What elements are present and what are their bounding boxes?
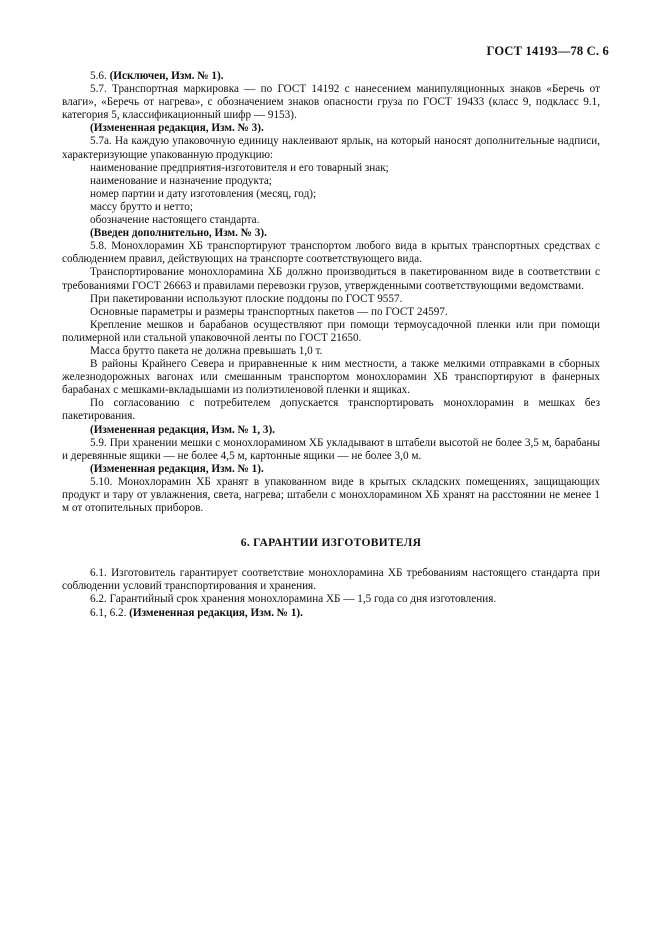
paragraph-text: На каждую упаковочную единицу наклеивают ярлык, на который наносят дополнительные надписи, характеризующие упакованную продукцию: <box>62 135 600 161</box>
paragraph-number: 5.10. <box>90 475 113 488</box>
paragraph-text: Крепление мешков и барабанов осуществляют при помощи термоусадочной пленки или при помощи полимерной или стальной упаковочной ленты по ГОСТ 21650. <box>62 318 600 344</box>
paragraph-number: 5.8. <box>90 240 107 253</box>
paragraph <box>62 188 600 201</box>
paragraph <box>62 437 600 463</box>
amendment-note: (Измененная редакция, Изм. № 3). <box>90 122 264 135</box>
paragraph <box>62 162 600 175</box>
paragraph <box>62 227 600 240</box>
paragraph-number: 5.9. <box>90 436 107 449</box>
paragraph-number: 6.1, 6.2. <box>90 606 127 619</box>
paragraph <box>62 319 600 345</box>
paragraph <box>62 293 600 306</box>
paragraph <box>62 240 600 266</box>
paragraph <box>62 424 600 437</box>
section-6-paragraphs <box>62 567 600 619</box>
paragraph-text: наименование предприятия-изготовителя и его товарный знак; <box>90 161 389 174</box>
page-header: ГОСТ 14193—78 С. 6 <box>486 44 609 58</box>
paragraph <box>62 463 600 476</box>
section-title: 6. ГАРАНТИИ ИЗГОТОВИТЕЛЯ <box>240 537 422 550</box>
paragraph <box>62 175 600 188</box>
paragraph-text: Монохлорамин ХБ хранят в упакованном виде в крытых складских помещениях, защищающих продукт и тару от увлажнения, света, нагрева; штабели с монохлорамином ХБ хранят на расстоянии не менее 1 м от отопительных приборов. <box>62 475 601 515</box>
paragraph-text: Транспортная маркировка — по ГОСТ 14192 с нанесением манипуляционных знаков «Беречь от влаги», «Беречь от нагрева», с обозначением знаков опасности груза по ГОСТ 19433 (класс 9, подкласс 9.1, категория 5, классификационный шифр — 9153). <box>62 83 601 122</box>
amendment-note: (Исключен, Изм. № 1). <box>109 70 224 82</box>
paragraph-text: Транспортирование монохлорамина ХБ должно производиться в пакетированном виде в соответствии с требованиями ГОСТ 26663 и правилами перевозки грузов, утвержденными соответствующими ведомствами. <box>62 266 600 292</box>
paragraph <box>62 345 600 358</box>
section-5-paragraphs <box>62 70 600 515</box>
paragraph-text: Монохлорамин ХБ транспортируют транспортом любого вида в крытых транспортных средствах с соблюдением правил, действующих на транспорте соответствующего вида. <box>62 240 600 266</box>
amendment-note: (Измененная редакция, Изм. № 1). <box>129 606 303 619</box>
paragraph <box>62 266 600 292</box>
paragraph <box>62 122 600 135</box>
paragraph <box>62 476 600 515</box>
paragraph <box>62 358 600 397</box>
paragraph-text: Изготовитель гарантирует соответствие монохлорамина ХБ требованиям настоящего стандарта при соблюдении условий транспортирования и хранения. <box>62 567 600 593</box>
paragraph <box>62 214 600 227</box>
paragraph <box>62 607 600 620</box>
paragraph <box>62 83 600 122</box>
paragraph <box>62 306 600 319</box>
paragraph-text: массу брутто и нетто; <box>90 200 193 213</box>
paragraph <box>62 593 600 606</box>
paragraph-text: Гарантийный срок хранения монохлорамина ХБ — 1,5 года со дня изготовления. <box>109 593 497 606</box>
paragraph <box>62 201 600 214</box>
amendment-note: (Измененная редакция, Изм. № 1). <box>90 462 264 475</box>
paragraph-number: 6.1. <box>90 567 107 580</box>
paragraph <box>62 397 600 423</box>
paragraph-number: 5.7. <box>90 83 107 96</box>
amendment-note: (Измененная редакция, Изм. № 1, 3). <box>90 423 275 436</box>
paragraph-text: При хранении мешки с монохлорамином ХБ укладывают в штабели высотой не более 3,5 м, барабаны и деревянные ящики — не более 4,5 м, картонные ящики — не более 3,0 м. <box>62 436 600 462</box>
paragraph-text: Основные параметры и размеры транспортных пакетов — по ГОСТ 24597. <box>90 305 448 318</box>
paragraph <box>62 135 600 161</box>
paragraph-number: 6.2. <box>90 593 107 606</box>
paragraph-text: наименование и назначение продукта; <box>90 174 272 187</box>
amendment-note: (Введен дополнительно, Изм. № 3). <box>90 227 267 240</box>
paragraph-text: обозначение настоящего стандарта. <box>90 214 260 227</box>
paragraph-text: При пакетировании используют плоские поддоны по ГОСТ 9557. <box>90 292 403 305</box>
paragraph-number: 5.6. <box>90 70 107 82</box>
paragraph <box>62 567 600 593</box>
paragraph <box>62 70 600 83</box>
paragraph-text: В районы Крайнего Севера и приравненные к ним местности, а также мелкими отправками в сборных железнодорожных вагонах или смешанным транспортом монохлорамин ХБ транспортируют в фанерных барабанах с мешками-вкладышами из полиэтиленовой пленки и ящиках. <box>62 358 600 397</box>
paragraph-number: 5.7а. <box>90 135 112 148</box>
paragraph-text: номер партии и дату изготовления (месяц, год); <box>90 187 317 200</box>
document-body <box>62 70 600 620</box>
paragraph-text: По согласованию с потребителем допускается транспортировать монохлорамин в мешках без пакетирования. <box>62 397 600 423</box>
paragraph-text: Масса брутто пакета не должна превышать 1,0 т. <box>90 344 323 357</box>
